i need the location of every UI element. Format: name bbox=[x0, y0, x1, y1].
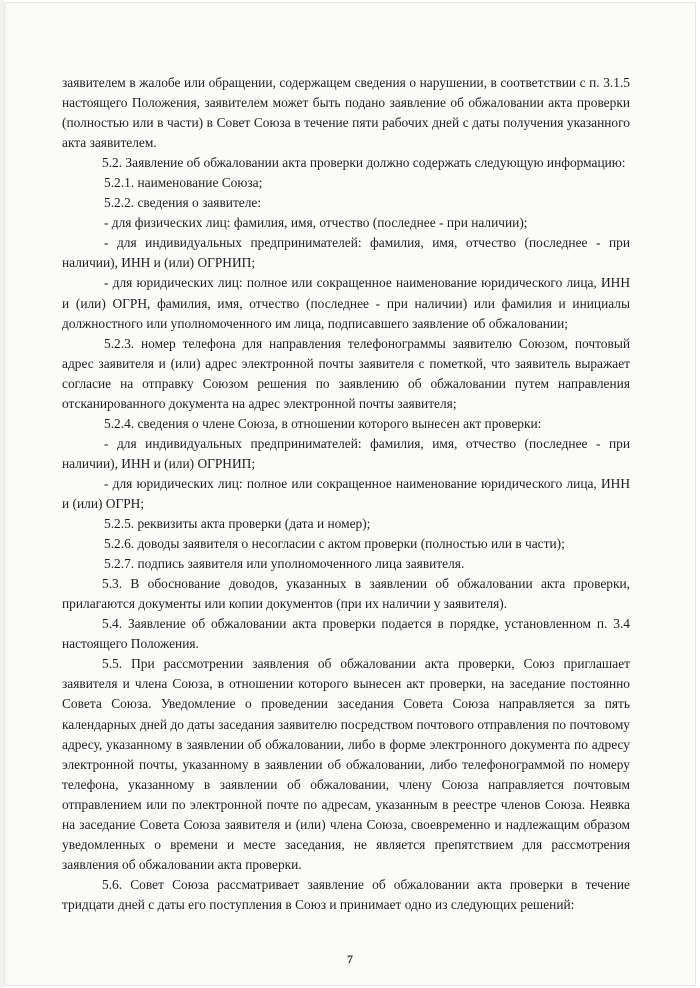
paragraph-5-2-7: 5.2.7. подпись заявителя или уполномоченного лица заявителя. bbox=[104, 556, 465, 572]
paragraph-5-2: 5.2. Заявление об обжаловании акта проверки должно содержать следующую информацию: bbox=[102, 155, 626, 171]
paragraph-5-2-3: 5.2.3. номер телефона для направления телефонограммы заявителю Союзом, почтовый адрес заявителя и (или) адрес электронной почты заявителя с пометкой, что заявитель выражает согласие на отправку Союзом решения по заявлению об обжаловании путем направления отсканированного документа на адрес электронной почты заявителя; bbox=[62, 335, 630, 411]
paragraph-5-5: 5.5. При рассмотрении заявления об обжаловании акта проверки, Союз приглашает заявителя и члена Союза, в отношении которого вынесен акт проверки, на заседание постоянно Совета Союза. Уведомление о проведении заседания Совета Союза направляется за пять календарных дней до даты заседания заявителю посредством почтового отправления по почтовому адресу, указанному в заявлении об обжаловании, либо в форме электронного документа по адресу электронной почты, указанному в заявлении об обжаловании, либо телефонограммой по номеру телефона, указанному в заявлении об обжаловании, члену Союза направляется почтовым отправлением или по электронной почте по адресам, указанным в реестре членов Союза. Неявка на заседание Совета Союза заявителя и (или) члена Союза, своевременно и надлежащим образом уведомленных о времени и месте заседания, не является препятствием для рассмотрения заявления об обжаловании акта проверки. bbox=[62, 656, 630, 872]
page-number: 7 bbox=[347, 952, 353, 966]
list-item-individuals: - для физических лиц: фамилия, имя, отчество (последнее - при наличии); bbox=[104, 215, 528, 231]
paragraph-continuation: заявителем в жалобе или обращении, содержащем сведения о нарушении, в соответствии с п. 3.1.5 настоящего Положения, заявителем может быть подано заявление об обжаловании акта проверки (полностью или в части) в Совет Союза в течение пяти рабочих дней с даты получения указанного акта заявителем. bbox=[62, 75, 630, 151]
paragraph-5-2-5: 5.2.5. реквизиты акта проверки (дата и номер); bbox=[104, 516, 371, 532]
paragraph-5-2-2: 5.2.2. сведения о заявителе: bbox=[104, 195, 262, 211]
paragraph-5-2-4: 5.2.4. сведения о члене Союза, в отношении которого вынесен акт проверки: bbox=[104, 415, 542, 431]
document-body bbox=[62, 73, 630, 915]
paragraph-5-2-6: 5.2.6. доводы заявителя о несогласии с актом проверки (полностью или в части); bbox=[104, 536, 565, 552]
paragraph-5-6: 5.6. Совет Союза рассматривает заявление об обжаловании акта проверки в течение тридцати дней с даты его поступления в Союз и принимает одно из следующих решений: bbox=[62, 876, 630, 912]
paragraph-5-2-1: 5.2.1. наименование Союза; bbox=[104, 175, 263, 191]
list-item-member-entrepreneurs: - для индивидуальных предпринимателей: фамилия, имя, отчество (последнее - при наличии), ИНН и (или) ОГРНИП; bbox=[62, 435, 630, 471]
list-item-member-legal-entities: - для юридических лиц: полное или сокращенное наименование юридического лица, ИНН и (или) ОГРН; bbox=[62, 475, 630, 511]
paragraph-5-4: 5.4. Заявление об обжаловании акта проверки подается в порядке, установленном п. 3.4 настоящего Положения. bbox=[62, 616, 630, 652]
list-item-entrepreneurs: - для индивидуальных предпринимателей: фамилия, имя, отчество (последнее - при наличии), ИНН и (или) ОГРНИП; bbox=[62, 235, 630, 271]
list-item-legal-entities: - для юридических лиц: полное или сокращенное наименование юридического лица, ИНН и (или) ОГРН, фамилия, имя, отчество (последнее - при наличии) или фамилия и инициалы должностного или уполномоченного им лица, подписавшего заявление об обжаловании; bbox=[62, 275, 630, 331]
paragraph-5-3: 5.3. В обоснование доводов, указанных в заявлении об обжаловании акта проверки, прилагаются документы или копии документов (при их наличии у заявителя). bbox=[62, 576, 630, 612]
